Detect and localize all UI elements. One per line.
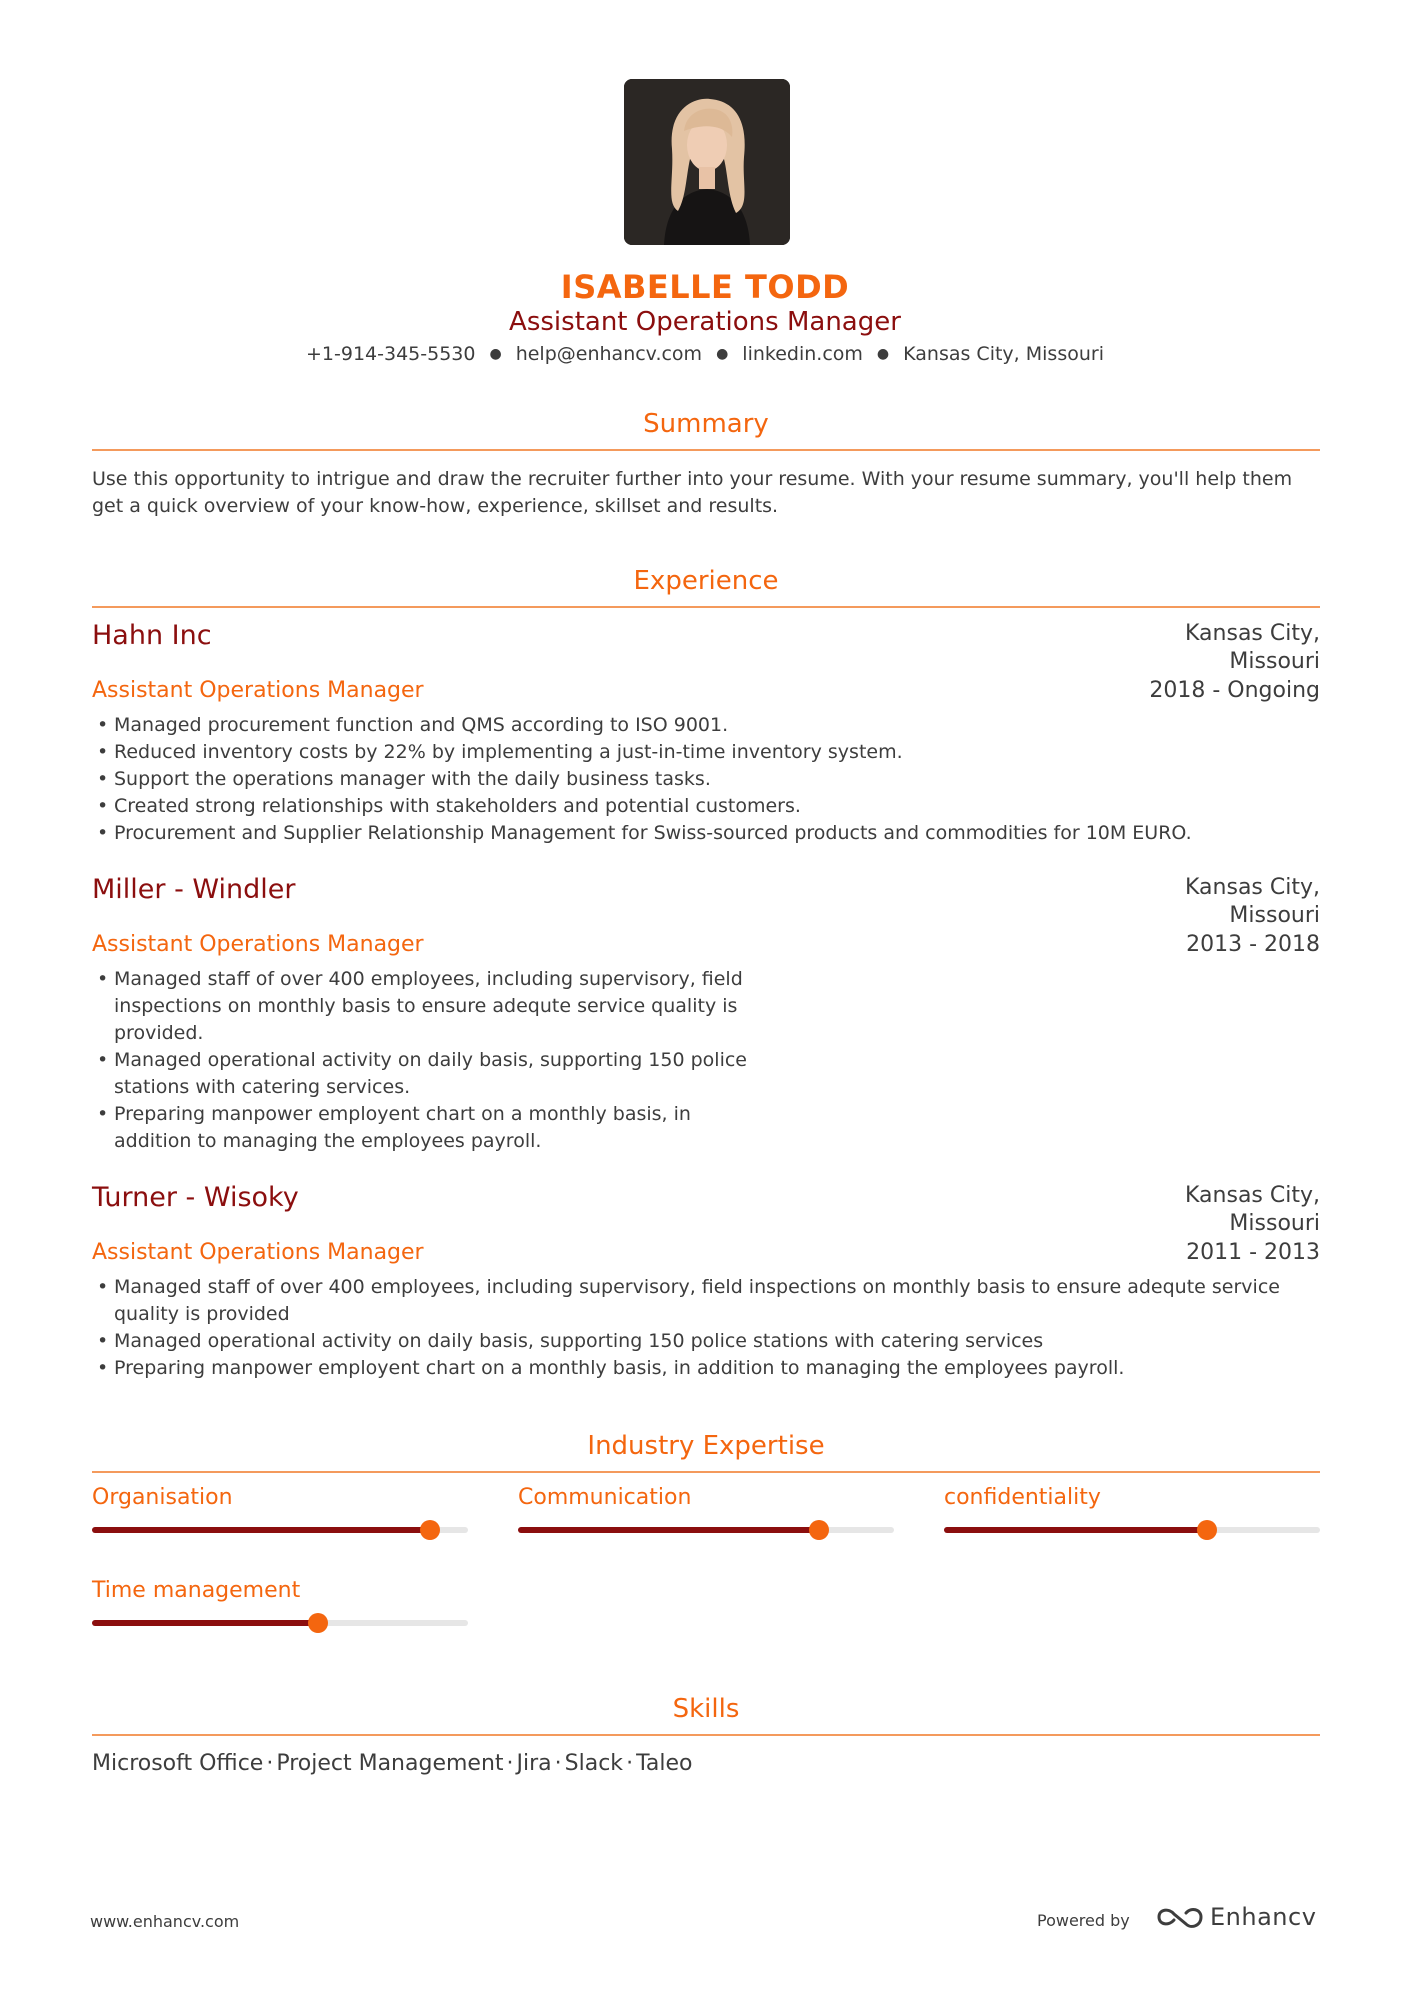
bullet-item: • Procurement and Supplier Relationship Management for Swiss-sourced products and commodities for 10M EURO.: [92, 820, 1320, 847]
bullet-item: • Managed operational activity on daily basis, supporting 150 police stations with catering services.: [92, 1047, 752, 1101]
skill-item: Slack: [564, 1751, 624, 1776]
bullet-item: • Created strong relationships with stakeholders and potential customers.: [92, 793, 1320, 820]
company-name: Hahn Inc: [92, 620, 212, 651]
bullet-item: • Managed operational activity on daily basis, supporting 150 police stations with catering services: [92, 1328, 1320, 1355]
summary-text: Use this opportunity to intrigue and draw the recruiter further into your resume. With your resume summary, you'll help them get a quick overview of your know-how, experience, skillset and results.: [92, 468, 1293, 517]
separator-dot: ·: [626, 1751, 634, 1776]
footer-url-link[interactable]: www.enhancv.com: [90, 1912, 240, 1931]
expertise-bar: [92, 1527, 468, 1533]
profile-photo: [624, 79, 790, 245]
candidate-headline: Assistant Operations Manager: [509, 307, 901, 337]
enhancv-brand-link[interactable]: [1156, 1900, 1316, 1934]
separator-dot: ●: [489, 346, 502, 362]
company-name: Miller - Windler: [92, 874, 296, 905]
brand-name: Enhancv: [1210, 1903, 1317, 1931]
company-name: Turner - Wisoky: [92, 1182, 299, 1213]
separator-dot: ·: [554, 1751, 562, 1776]
expertise-divider: [92, 1471, 1320, 1473]
summary-heading: Summary: [643, 409, 769, 439]
contact-line: [0, 343, 1410, 365]
expertise-bar: [92, 1620, 468, 1626]
separator-dot: ·: [506, 1751, 514, 1776]
expertise-item: [92, 1578, 468, 1603]
job-location: Kansas City, Missouri: [1185, 621, 1320, 674]
expertise-label: Organisation: [92, 1485, 233, 1510]
email[interactable]: help@enhancv.com: [515, 343, 703, 365]
expertise-label: Communication: [518, 1485, 692, 1510]
expertise-bar-fill: [944, 1527, 1207, 1533]
job-bullets: [92, 1274, 1320, 1382]
skill-item: Project Management: [276, 1751, 504, 1776]
enhancv-logo-icon: [1156, 1904, 1204, 1930]
bullet-item: • Preparing manpower employent chart on a monthly basis, in addition to managing the employees payroll.: [92, 1355, 1320, 1382]
location: Kansas City, Missouri: [903, 343, 1104, 365]
expertise-item: [92, 1485, 468, 1510]
expertise-bar-knob: [308, 1613, 328, 1633]
expertise-bar-fill: [92, 1620, 318, 1626]
powered-by-label: Powered by: [1037, 1911, 1130, 1930]
linkedin-link[interactable]: linkedin.com: [742, 343, 863, 365]
skill-item: Jira: [516, 1751, 552, 1776]
experience-divider: [92, 606, 1320, 608]
job-dates: 2018 - Ongoing: [1149, 678, 1320, 703]
expertise-label: Time management: [92, 1578, 301, 1603]
skills-list: [92, 1751, 692, 1776]
experience-heading: Experience: [633, 566, 779, 596]
expertise-bar-knob: [420, 1520, 440, 1540]
expertise-bar: [518, 1527, 894, 1533]
skill-item: Microsoft Office: [92, 1751, 264, 1776]
phone[interactable]: +1-914-345-5530: [306, 343, 476, 365]
job-dates: 2013 - 2018: [1186, 932, 1320, 957]
job-bullets: [92, 712, 1320, 847]
expertise-bar-fill: [518, 1527, 819, 1533]
expertise-item: [944, 1485, 1320, 1510]
job-role: Assistant Operations Manager: [92, 678, 424, 703]
candidate-name: ISABELLE TODD: [560, 268, 850, 306]
job-bullets: [92, 966, 752, 1155]
skills-heading: Skills: [672, 1694, 740, 1724]
job-role: Assistant Operations Manager: [92, 1240, 424, 1265]
bullet-item: • Reduced inventory costs by 22% by implementing a just-in-time inventory system.: [92, 739, 1320, 766]
job-location: Kansas City, Missouri: [1185, 1183, 1320, 1236]
expertise-item: [518, 1485, 894, 1510]
skill-item: Taleo: [636, 1751, 693, 1776]
bullet-item: • Managed staff of over 400 employees, including supervisory, field inspections on monthly basis to ensure adequte service quality is provided: [92, 1274, 1320, 1328]
separator-dot: ·: [266, 1751, 274, 1776]
bullet-item: • Managed procurement function and QMS according to ISO 9001.: [92, 712, 1320, 739]
job-location: Kansas City, Missouri: [1185, 875, 1320, 928]
expertise-bar-knob: [1197, 1520, 1217, 1540]
bullet-item: • Preparing manpower employent chart on a monthly basis, in addition to managing the employees payroll.: [92, 1101, 752, 1155]
expertise-bar-fill: [92, 1527, 430, 1533]
expertise-heading: Industry Expertise: [587, 1431, 825, 1461]
separator-dot: ●: [716, 346, 729, 362]
expertise-label: confidentiality: [944, 1485, 1101, 1510]
separator-dot: ●: [876, 346, 890, 362]
summary-divider: [92, 449, 1320, 451]
bullet-item: • Support the operations manager with the daily business tasks.: [92, 766, 1320, 793]
job-dates: 2011 - 2013: [1186, 1240, 1320, 1265]
bullet-item: • Managed staff of over 400 employees, including supervisory, field inspections on monthly basis to ensure adequte service quality is provided.: [92, 966, 752, 1047]
expertise-bar: [944, 1527, 1320, 1533]
expertise-bar-knob: [809, 1520, 829, 1540]
skills-divider: [92, 1734, 1320, 1736]
job-role: Assistant Operations Manager: [92, 932, 424, 957]
